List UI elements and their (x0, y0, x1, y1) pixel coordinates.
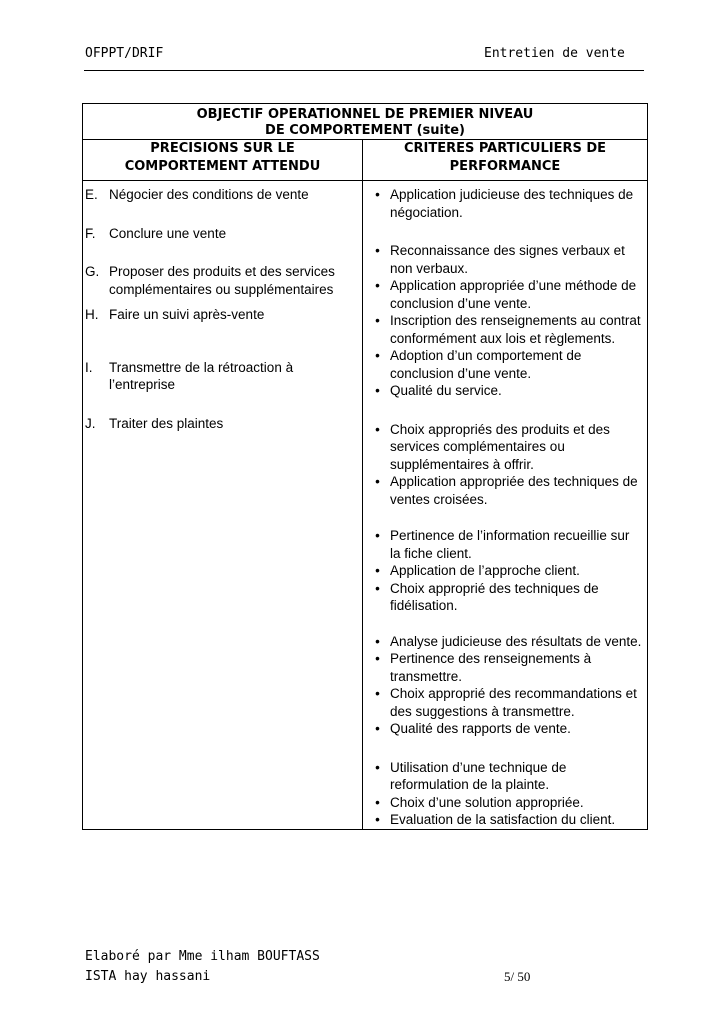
criteria-item (365, 312, 643, 347)
footer-institution: ISTA hay hassani (85, 969, 211, 984)
bullet-icon: • (375, 651, 380, 666)
criteria-list (365, 186, 643, 221)
footer-author: Elaboré par Mme ilham BOUFTASS (85, 949, 320, 964)
precision-item (85, 415, 360, 433)
criteria-list (365, 421, 643, 509)
header-right: Entretien de vente (484, 46, 625, 61)
bullet-icon: • (375, 187, 380, 202)
criteria-text: Pertinence de l’information recueillie sur la fiche client. (390, 528, 630, 561)
criteria-item (365, 527, 643, 562)
criteria-text: Choix d’une solution appropriée. (390, 794, 584, 810)
criteria-text: Application judicieuse des techniques de négociation. (390, 187, 634, 220)
bullet-icon: • (375, 474, 380, 489)
col1-header-line-2: COMPORTEMENT ATTENDU (124, 159, 321, 174)
criteria-item (365, 242, 643, 277)
criteria-item (365, 473, 643, 508)
criteria-text: Reconnaissance des signes verbaux et non verbaux. (390, 243, 625, 276)
criteria-item (365, 633, 643, 651)
criteria-text: Choix approprié des techniques de fidélisation. (390, 580, 599, 613)
bullet-icon: • (375, 686, 380, 701)
criteria-text: Inscription des renseignements au contrat conformément aux lois et règlements. (390, 313, 641, 346)
bullet-icon: • (375, 721, 380, 736)
criteria-list (365, 527, 643, 615)
criteria-text: Evaluation de la satisfaction du client. (390, 812, 616, 827)
precision-text: Négocier des conditions de vente (109, 187, 309, 202)
col1-header-line-1: PRECISIONS SUR LE (150, 141, 295, 156)
criteria-text: Utilisation d’une technique de reformulation de la plainte. (390, 759, 567, 792)
precision-item (85, 306, 360, 324)
bullet-icon: • (375, 243, 380, 258)
criteria-list (365, 242, 643, 400)
precision-item (85, 263, 360, 298)
criteria-text: Analyse judicieuse des résultats de vente. (390, 633, 642, 649)
col2-header-line-1: CRITERES PARTICULIERS DE (403, 141, 607, 156)
criteria-list (365, 759, 643, 829)
bullet-icon: • (375, 580, 380, 596)
criteria-text: Application appropriée d’une méthode de conclusion d’une vente. (390, 278, 637, 311)
criteria-item (365, 811, 643, 829)
bullet-icon: • (375, 421, 380, 437)
criteria-item (365, 382, 643, 400)
criteria-item (365, 421, 643, 474)
bullet-icon: • (375, 348, 380, 363)
col-header-criteres (363, 140, 648, 181)
criteria-item (365, 794, 643, 812)
criteria-item (365, 186, 643, 221)
criteria-text: Adoption d’un comportement de conclusion d’une vente. (390, 348, 582, 381)
precision-item (85, 225, 360, 243)
precision-text: Conclure une vente (109, 225, 227, 241)
criteria-column (363, 181, 648, 830)
precision-letter: E. (85, 187, 98, 202)
criteria-text: Pertinence des renseignements à transmettre. (390, 651, 592, 684)
precision-text: Traiter des plaintes (109, 415, 224, 431)
col-header-precisions (83, 140, 363, 181)
precisions-column (83, 181, 363, 830)
criteria-item (365, 759, 643, 794)
criteria-text: Qualité des rapports de vente. (390, 721, 571, 736)
bullet-icon: • (375, 528, 380, 543)
criteria-item (365, 562, 643, 580)
precision-text: Transmettre de la rétroaction à l’entreprise (109, 359, 294, 392)
competency-table (82, 103, 648, 830)
precision-letter: J. (85, 415, 96, 431)
objective-title (83, 104, 648, 140)
criteria-list (365, 633, 643, 738)
objective-line-1: OBJECTIF OPERATIONNEL DE PREMIER NIVEAU (196, 107, 534, 122)
bullet-icon: • (375, 563, 380, 578)
bullet-icon: • (375, 313, 380, 328)
criteria-item (365, 347, 643, 382)
col2-header-line-2: PERFORMANCE (449, 159, 561, 174)
criteria-item (365, 277, 643, 312)
bullet-icon: • (375, 383, 380, 398)
criteria-text: Application appropriée des techniques de ventes croisées. (390, 474, 638, 507)
bullet-icon: • (375, 794, 380, 810)
bullet-icon: • (375, 812, 380, 827)
criteria-item (365, 720, 643, 738)
bullet-icon: • (375, 633, 380, 649)
precision-text: Faire un suivi après-vente (109, 307, 265, 322)
criteria-item (365, 685, 643, 720)
criteria-text: Application de l’approche client. (390, 563, 580, 578)
header-left: OFPPT/DRIF (85, 46, 164, 61)
criteria-text: Qualité du service. (390, 383, 502, 398)
precision-letter: F. (85, 225, 96, 241)
precision-letter: I. (85, 359, 93, 375)
criteria-text: Choix appropriés des produits et des services complémentaires ou supplémentaires à offrir. (390, 421, 610, 472)
page-number: 5/ 50 (504, 969, 531, 984)
precision-item (85, 359, 360, 394)
criteria-item (365, 580, 643, 615)
precision-text: Proposer des produits et des services complémentaires ou supplémentaires (109, 264, 335, 297)
precision-letter: G. (85, 264, 100, 279)
header-rule (84, 70, 644, 71)
bullet-icon: • (375, 759, 380, 775)
criteria-item (365, 650, 643, 685)
precision-letter: H. (85, 307, 99, 322)
criteria-text: Choix approprié des recommandations et des suggestions à transmettre. (390, 686, 637, 719)
bullet-icon: • (375, 278, 380, 293)
precision-item (85, 186, 360, 204)
objective-line-2: DE COMPORTEMENT (suite) (265, 123, 465, 138)
